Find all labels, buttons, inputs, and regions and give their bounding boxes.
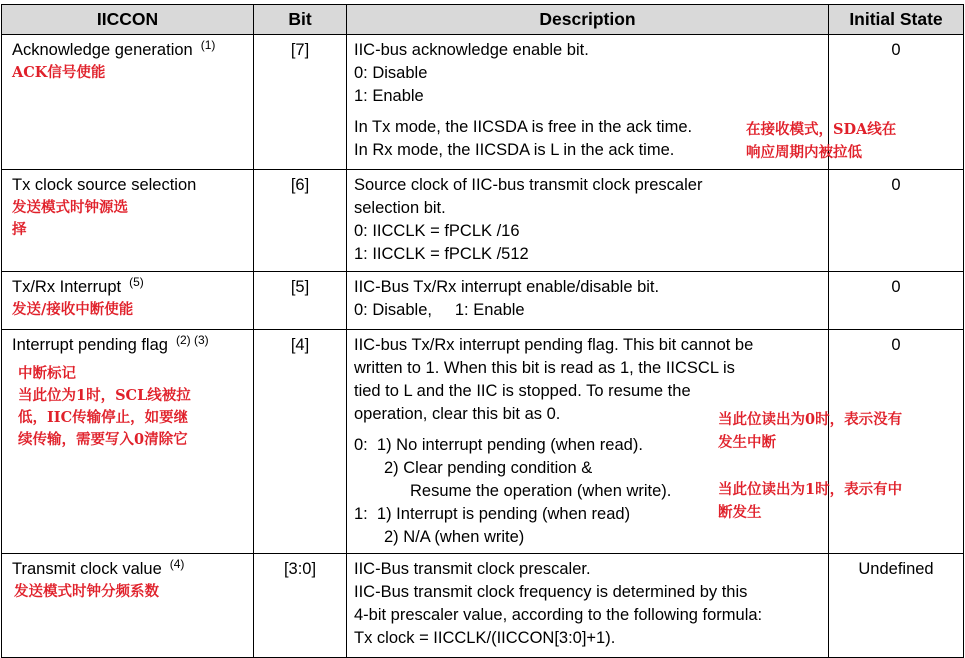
note-line: 当此位读出为1时，表示有中: [718, 481, 903, 498]
note-line: 当此位读出为0时，表示没有: [718, 411, 903, 428]
field-name: Tx/Rx Interrupt: [12, 278, 122, 296]
description-cell: [347, 272, 829, 330]
footnote-ref: (2) (3): [175, 332, 209, 347]
bit-cell: [6]: [254, 170, 347, 272]
iiccon-register-table: [1, 4, 964, 658]
read-1-note: [718, 478, 902, 524]
field-name: Interrupt pending flag: [12, 336, 168, 354]
description-line: selection bit.: [354, 199, 446, 217]
description-line: 1: Enable: [354, 87, 424, 105]
field-name: Tx clock source selection: [12, 176, 197, 194]
description-line: 1: 1) Interrupt is pending (when read): [354, 505, 631, 523]
description-line: tied to L and the IIC is stopped. To resume the: [354, 382, 691, 400]
chinese-annotation: ACK信号使能: [12, 64, 106, 81]
description-line: 1: IICCLK = fPCLK /512: [354, 245, 529, 263]
header-initial-state: Initial State: [829, 5, 964, 35]
note-line: 响应周期内被拉低: [746, 144, 862, 161]
description-line: 0: IICCLK = fPCLK /16: [354, 222, 520, 240]
description-cell: [347, 170, 829, 272]
description-line: In Tx mode, the IICSDA is free in the ack time.: [354, 118, 693, 136]
chinese-annotation: 中断标记: [18, 365, 76, 382]
description-line: written to 1. When this bit is read as 1, the IICSCL is: [354, 359, 735, 377]
description-line: IIC-bus acknowledge enable bit.: [354, 41, 589, 59]
bit-cell: [7]: [254, 35, 347, 170]
field-name-cell: [2, 330, 254, 554]
read-0-note: [718, 408, 902, 454]
bit-cell: [3:0]: [254, 554, 347, 658]
field-name-cell: [2, 272, 254, 330]
table-row: [2, 272, 964, 330]
field-name: Acknowledge generation: [12, 41, 193, 59]
initial-state-cell: 0: [829, 272, 964, 330]
description-line: 2) Clear pending condition &: [384, 459, 593, 477]
header-bit: Bit: [254, 5, 347, 35]
field-name: Transmit clock value: [12, 560, 162, 578]
chinese-annotation: 发送模式时钟分频系数: [14, 583, 159, 600]
footnote-ref: (5): [129, 274, 144, 289]
note-line: 在接收模式，SDA线在: [746, 121, 897, 138]
description-line: 2) N/A (when write): [384, 528, 525, 546]
bit-cell: [5]: [254, 272, 347, 330]
description-cell: [347, 554, 829, 658]
field-name-cell: [2, 170, 254, 272]
table-row: [2, 554, 964, 658]
chinese-annotation: 发送模式时钟源选: [12, 199, 128, 216]
header-description: Description: [347, 5, 829, 35]
chinese-annotation: 择: [12, 221, 27, 238]
description-line: 0: Disable, 1: Enable: [354, 301, 525, 319]
bit-cell: [4]: [254, 330, 347, 554]
description-line: IIC-Bus transmit clock prescaler.: [354, 560, 591, 578]
footnote-ref: (4): [169, 556, 185, 571]
description-line: Source clock of IIC-bus transmit clock prescaler: [354, 176, 703, 194]
description-line: IIC-Bus Tx/Rx interrupt enable/disable bit.: [354, 278, 660, 296]
note-line: 发生中断: [718, 434, 776, 451]
description-line: 0: Disable: [354, 64, 428, 82]
header-iiccon: IICCON: [2, 5, 254, 35]
initial-state-cell: 0: [829, 170, 964, 272]
table-row: [2, 170, 964, 272]
description-line: Resume the operation (when write).: [410, 482, 672, 500]
chinese-annotation: 发送/接收中断使能: [12, 301, 134, 318]
chinese-annotation: 续传输，需要写入0清除它: [18, 431, 188, 448]
description-line: IIC-bus Tx/Rx interrupt pending flag. This bit cannot be: [354, 336, 754, 354]
field-name-cell: [2, 35, 254, 170]
footnote-ref: (1): [200, 37, 216, 52]
ack-note: [746, 118, 896, 164]
chinese-annotation: 低，IIC传输停止，如要继: [18, 409, 189, 426]
description-line: 0: 1) No interrupt pending (when read).: [354, 436, 643, 454]
chinese-annotation: 当此位为1时，SCL线被拉: [18, 387, 191, 404]
table-header-row: [2, 5, 964, 35]
description-line: Tx clock = IICCLK/(IICCON[3:0]+1).: [354, 629, 616, 647]
description-line: 4-bit prescaler value, according to the following formula:: [354, 606, 763, 624]
description-line: In Rx mode, the IICSDA is L in the ack time.: [354, 141, 675, 159]
initial-state-cell: 0: [829, 330, 964, 554]
description-line: operation, clear this bit as 0.: [354, 405, 561, 423]
field-name-cell: [2, 554, 254, 658]
initial-state-cell: Undefined: [829, 554, 964, 658]
initial-state-cell: 0: [829, 35, 964, 170]
description-line: IIC-Bus transmit clock frequency is determined by this: [354, 583, 748, 601]
note-line: 断发生: [718, 504, 762, 521]
